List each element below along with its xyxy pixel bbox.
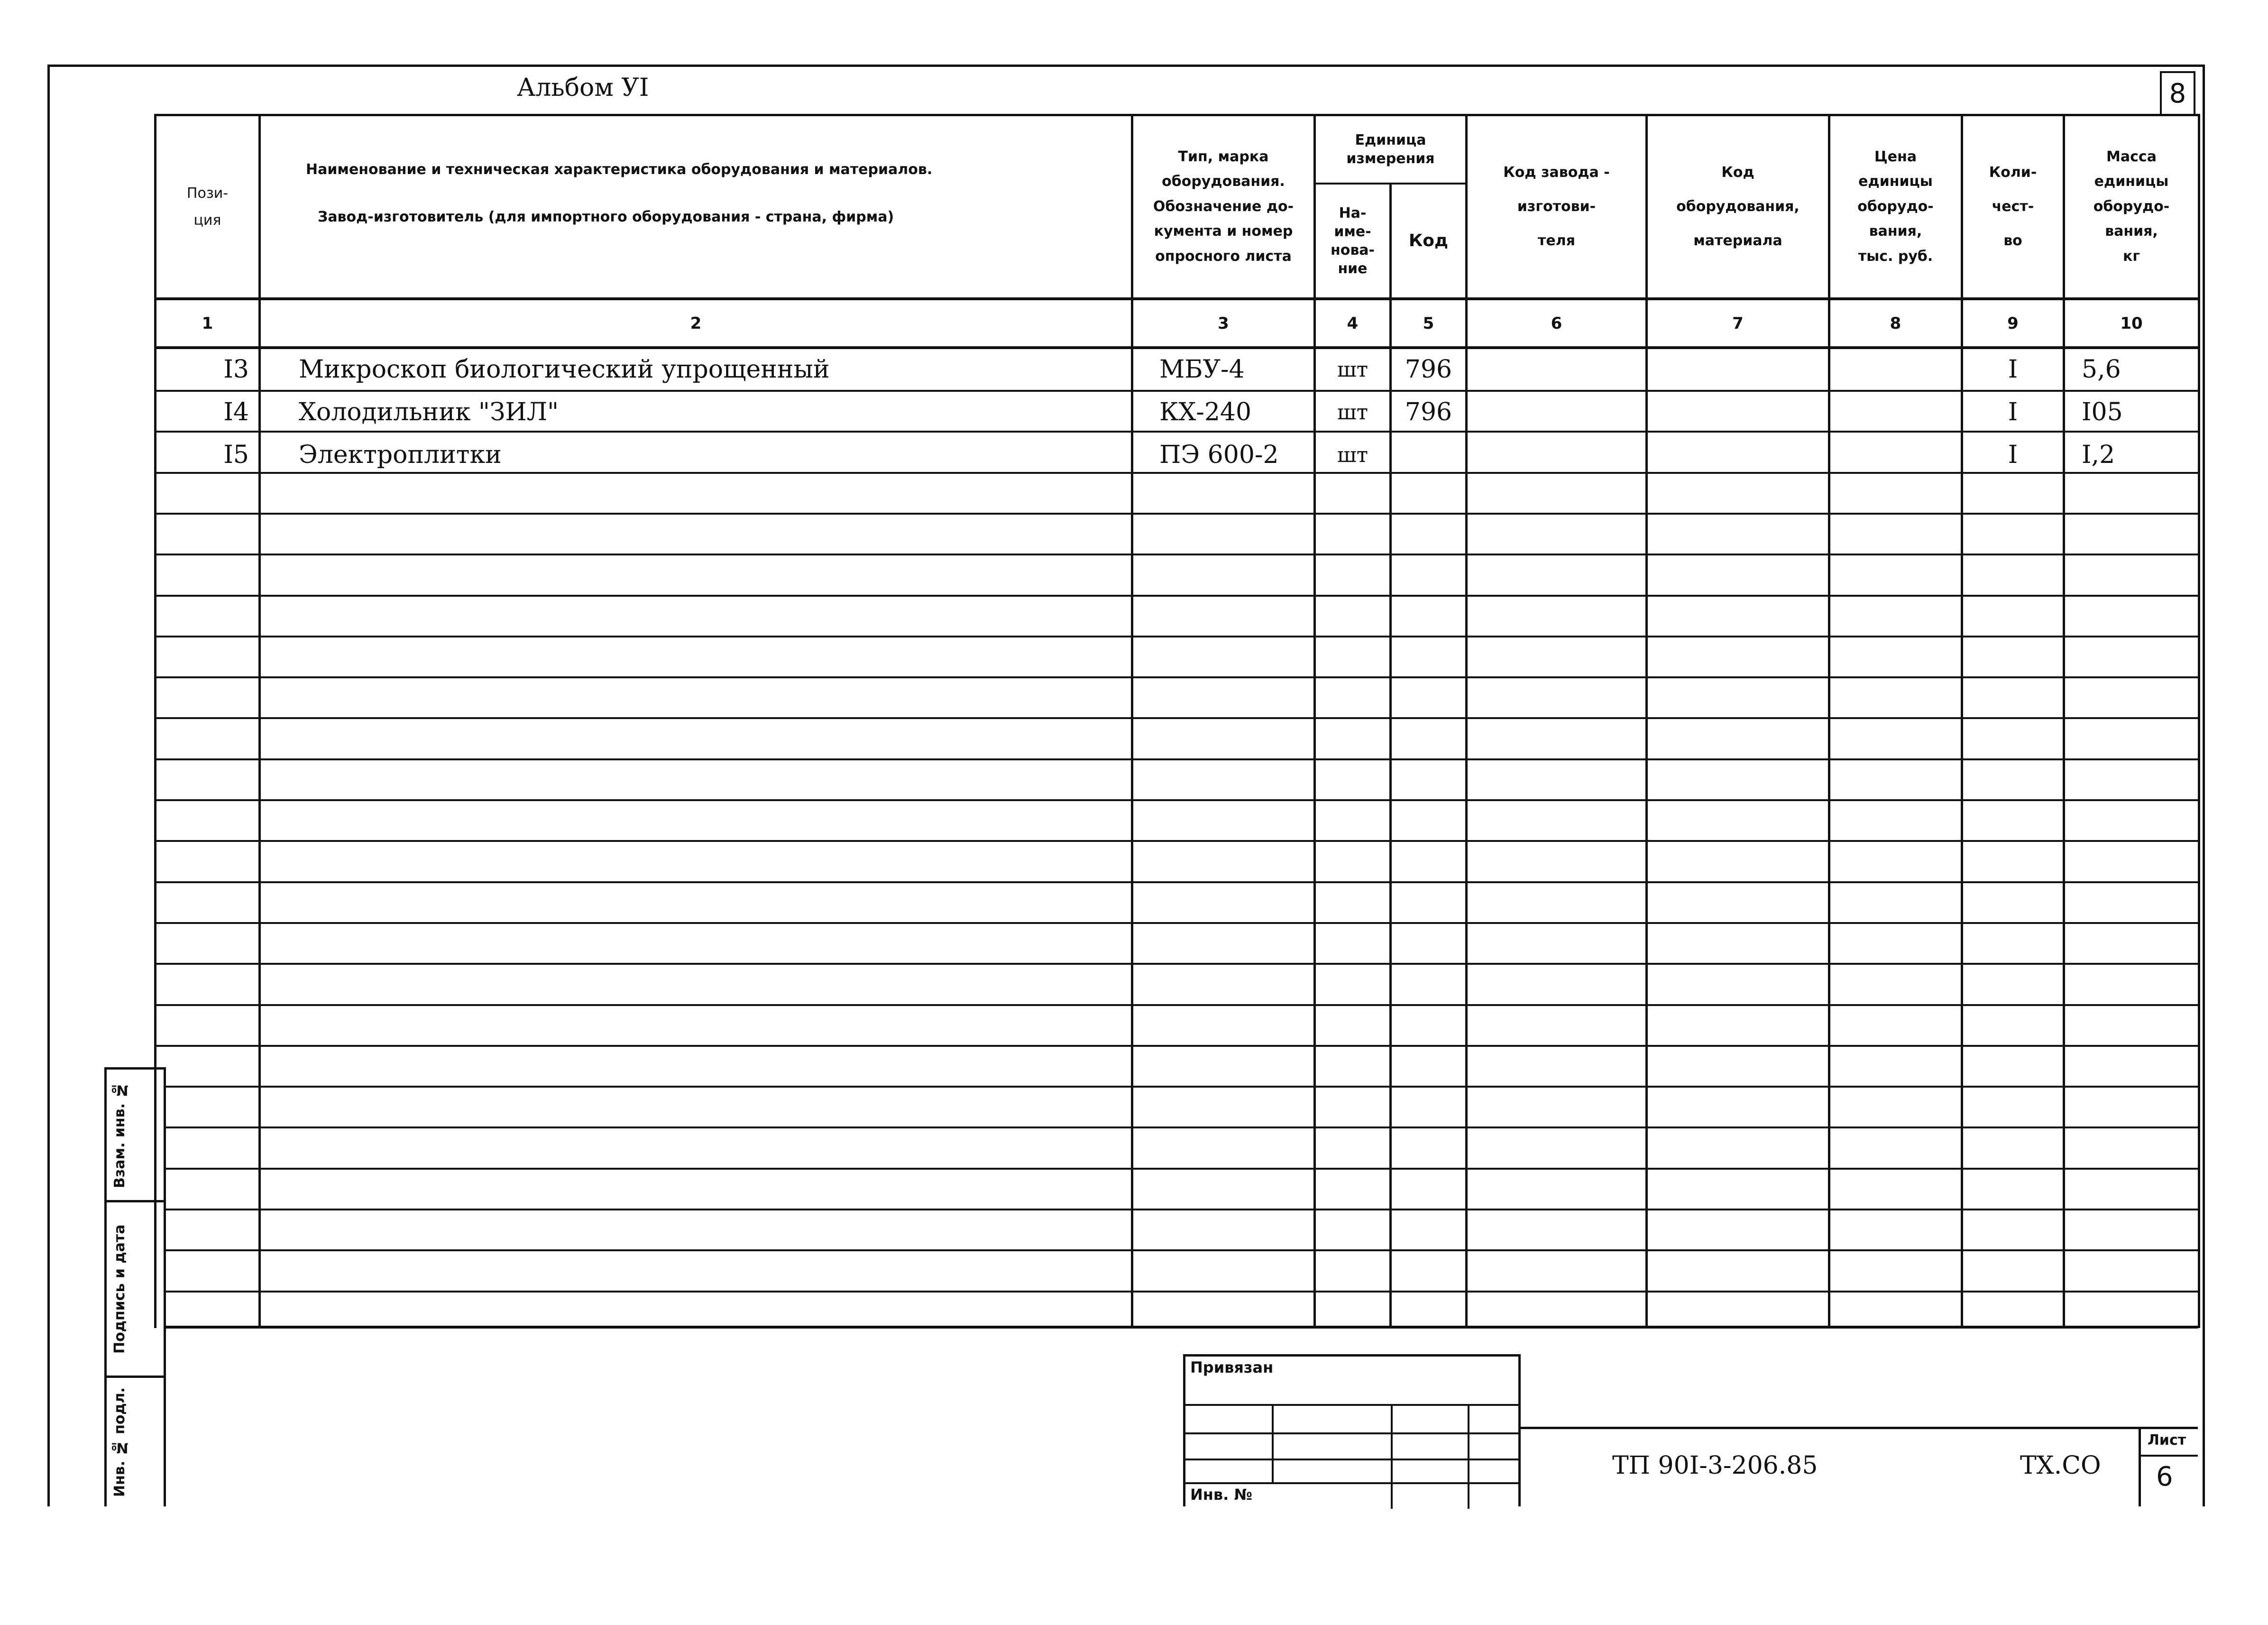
row-3-pos: I5 (223, 441, 249, 469)
table-bottom-border (164, 1326, 2198, 1329)
row-1-qty: I (2008, 355, 2018, 384)
table-row-line (154, 799, 2198, 801)
table-row-line (164, 1126, 2198, 1128)
row-2-code: 796 (1405, 398, 1452, 426)
row-3-code (1392, 434, 1465, 475)
privyazan-vline-2 (1391, 1404, 1393, 1509)
row-2-unit: шт (1337, 400, 1368, 425)
table-row-line (154, 676, 2198, 678)
side-stamp-vzam-inv: Взам. инв. № (111, 1081, 128, 1188)
row-2-qty: I (2008, 398, 2018, 426)
table-row-line (154, 758, 2198, 760)
title-block-top-line (1521, 1427, 2198, 1429)
colnum-5: 5 (1423, 314, 1434, 333)
colnum-8: 8 (1890, 314, 1901, 333)
frame-right-border (2203, 65, 2205, 1506)
col-line-10 (2198, 114, 2200, 1328)
side-stamp-right-border (164, 1067, 166, 1506)
doc-code: ТП 90I-3-206.85 (1612, 1451, 1818, 1480)
header-maker-code: Код завода - изготови- теля (1503, 164, 1610, 249)
corner-sheet-box (2160, 71, 2195, 116)
table-row-line (154, 636, 2198, 637)
privyazan-vline-1 (1272, 1404, 1274, 1484)
frame-left-border (47, 65, 50, 1506)
colnum-3: 3 (1218, 314, 1229, 333)
row-3-name: Электроплитки (299, 441, 502, 469)
sheet-number: 6 (2156, 1461, 2173, 1492)
side-stamp-inv-podl: Инв. № подл. (111, 1387, 128, 1497)
row-1-mass: 5,6 (2082, 355, 2121, 384)
row-2-mass: I05 (2082, 398, 2123, 426)
sheet-box-divider (2141, 1455, 2198, 1457)
table-row-line (164, 1168, 2198, 1170)
sheet-box (2139, 1429, 2198, 1506)
row-2-type: КХ-240 (1159, 398, 1252, 426)
row-3-mass: I,2 (2082, 441, 2115, 469)
table-row-line (154, 554, 2198, 555)
row-3-type: ПЭ 600-2 (1159, 441, 1279, 469)
row-1-pos: I3 (223, 355, 249, 384)
table-row-line (164, 1291, 2198, 1293)
row-2-name: Холодильник "ЗИЛ" (299, 398, 559, 426)
table-row-line (164, 1209, 2198, 1210)
header-name (261, 116, 1131, 297)
privyazan-label: Привязан (1190, 1358, 1274, 1376)
row-1-unit: шт (1337, 357, 1368, 382)
colnum-7: 7 (1732, 314, 1744, 333)
frame-top-border (47, 65, 2205, 67)
table-row-line (154, 595, 2198, 597)
row-2-pos: I4 (223, 398, 249, 426)
header-name-line2: Завод-изготовитель (для импортного оборудования - страна, фирма) (318, 209, 894, 225)
table-row-line (154, 1045, 2198, 1047)
header-mass: Масса единицы оборудо- вания, кг (2093, 148, 2170, 265)
header-unit-group: Единица измерения (1346, 132, 1435, 167)
header-equip-code: Код оборудования, материала (1676, 164, 1800, 249)
inv-no-label: Инв. № (1190, 1486, 1252, 1504)
row-1-name: Микроскоп биологический упрощенный (299, 355, 830, 384)
colnum-1: 1 (202, 314, 213, 333)
privyazan-block (1183, 1354, 1521, 1506)
doc-mark: ТХ.СО (2020, 1451, 2101, 1480)
sheet-label: Лист (2148, 1432, 2186, 1449)
row-1-code: 796 (1405, 355, 1452, 384)
colnum-4: 4 (1347, 314, 1359, 333)
header-name-line1: Наименование и техническая характеристика оборудования и материалов. (306, 161, 933, 178)
table-row-line (164, 1249, 2198, 1251)
header-price: Цена единицы оборудо- вания, тыс. руб. (1857, 148, 1934, 265)
table-row-line (164, 1086, 2198, 1088)
header-unit-code: Код (1408, 231, 1449, 250)
header-qty: Коли- чест- во (1989, 164, 2037, 249)
table-row-line (154, 922, 2198, 924)
row-3-qty: I (2008, 441, 2018, 469)
colnum-10: 10 (2120, 314, 2143, 333)
table-row-line (154, 513, 2198, 515)
row-1-type: МБУ-4 (1159, 355, 1245, 384)
colnum-2: 2 (690, 314, 702, 333)
table-row-line (154, 717, 2198, 719)
row-3-unit: шт (1337, 443, 1368, 467)
header-type: Тип, марка оборудования. Обозначение до- кумента и номер опросного листа (1153, 148, 1294, 265)
side-stamp-podpis-data: Подпись и дата (111, 1224, 128, 1354)
header-unit-name: На- име- нова- ние (1330, 205, 1375, 277)
header-position: Пози- ция (186, 185, 229, 229)
colnum-9: 9 (2007, 314, 2019, 333)
corner-sheet-number: 8 (2169, 78, 2186, 109)
table-row-line (154, 1004, 2198, 1006)
colnum-6: 6 (1551, 314, 1562, 333)
table-row-line (154, 963, 2198, 965)
privyazan-vline-3 (1468, 1404, 1469, 1509)
table-row-line (154, 881, 2198, 883)
table-row-line (154, 840, 2198, 842)
album-label: Альбом УI (517, 74, 649, 102)
